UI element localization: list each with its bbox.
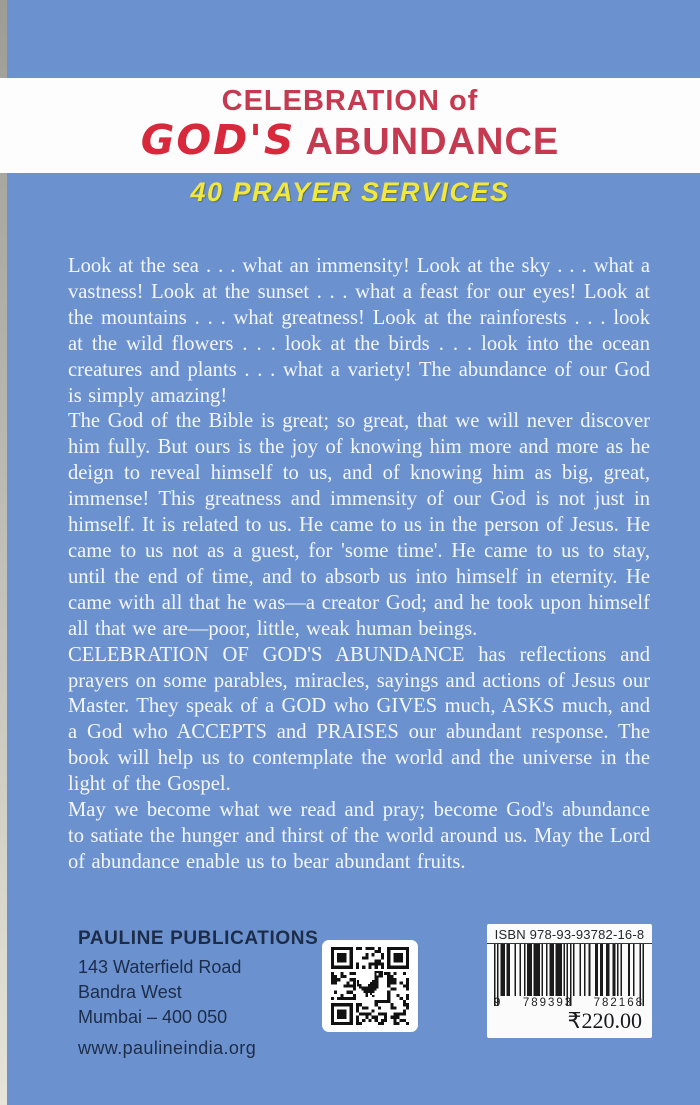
- subtitle-badge: 40 PRAYER SERVICES: [190, 177, 510, 207]
- abundance-word: ABUNDANCE: [305, 121, 560, 163]
- barcode-digits: 9 789393 782168: [494, 997, 644, 1009]
- address-line: Mumbai – 400 050: [78, 1007, 228, 1027]
- dino-icon: [331, 947, 409, 1025]
- barcode-panel: [487, 924, 652, 1038]
- gods-word: GOD'S: [140, 116, 296, 164]
- paragraph: May we become what we read and pray; become God's abundance to satiate the hunger and thirst of the world around us. May the Lord of abundance enable us to bear abundant fruits.: [68, 799, 650, 873]
- paragraph: CELEBRATION OF GOD'S ABUNDANCE has reflections and prayers on some parables, miracles, sayings and actions of Jesus our Master. They speak of a GOD who GIVES much, ASKS much, and a God who ACCEPTS and PRAISES our abundant response. The book will help us to contemplate the world and the universe in the light of the Gospel.: [68, 643, 650, 796]
- address-line: 143 Waterfield Road: [78, 957, 242, 977]
- title-band: [0, 78, 700, 173]
- paragraph: The God of the Bible is great; so great, that we will never discover him fully. But ours is the joy of knowing him more and more as he deign to reveal himself to us, and of knowing him as big, great, immense! This greatness and immensity of our God is not just in himself. It is related to us. He came to us in the person of Jesus. He came to us not as a guest, for 'some time'. He came to us to stay, until the end of time, and to absorb us into himself in eternity. He came with all that he was—a creator God; and he took upon himself all that we are—poor, little, weak human beings.: [68, 410, 650, 640]
- blurb: [68, 254, 650, 876]
- publisher-name: PAULINE PUBLICATIONS: [78, 928, 319, 949]
- title-line1: CELEBRATION of: [221, 85, 479, 117]
- publisher-block: [78, 928, 318, 1059]
- price-label: ₹220.00: [567, 1008, 642, 1033]
- isbn-label: ISBN 978-93-93782-16-8: [487, 927, 652, 944]
- website-text: www.paulineindia.org: [78, 1038, 257, 1058]
- title-line2: [0, 116, 700, 174]
- paragraph: Look at the sea . . . what an immensity! Look at the sky . . . what a vastness! Look at the sunset . . . what a feast for our eyes! Look at the mountains . . . what greatness! Look at the rainforests . . . look at the wild flowers . . . look at the birds . . . look into the ocean creatures and plants . . . what a variety! The abundance of our God is simply amazing!: [68, 255, 650, 407]
- qr-code: [322, 940, 418, 1032]
- address-line: Bandra West: [78, 982, 182, 1002]
